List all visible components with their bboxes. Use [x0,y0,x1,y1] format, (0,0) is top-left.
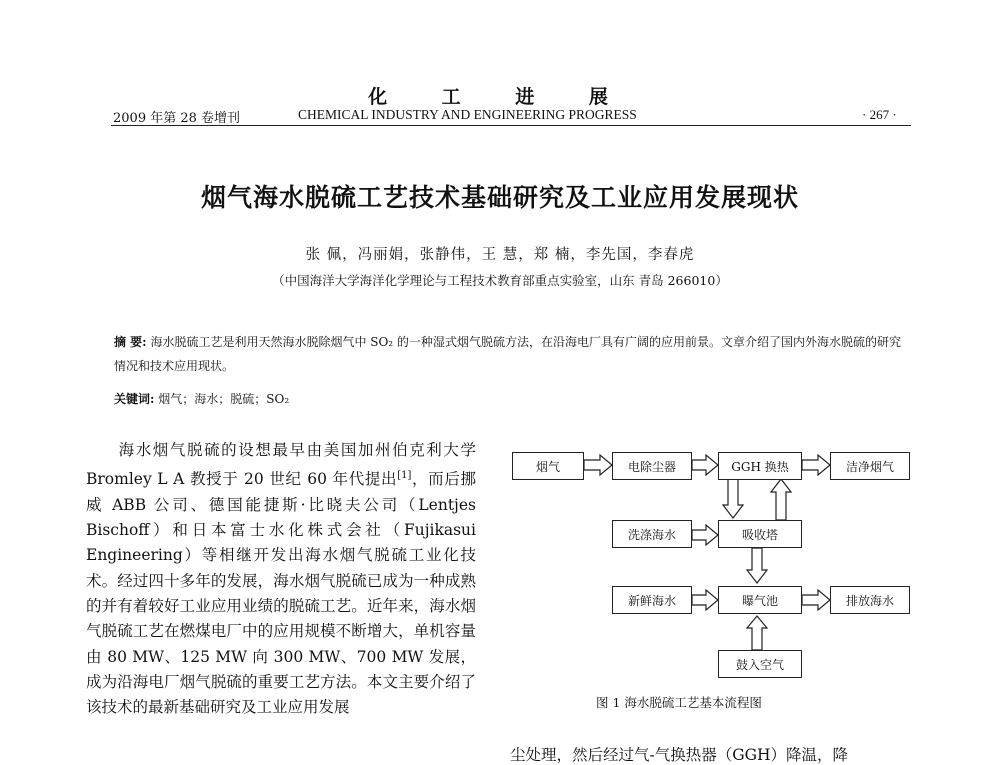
arrow-aeration-to-discharge [802,590,830,610]
arrow-air-to-aeration [747,616,767,650]
arrow-wash-to-absorber [692,525,718,545]
author-list: 张 佩，冯丽娟，张静伟，王 慧，郑 楠，李先国，李春虎 [305,247,695,263]
citation-ref[interactable]: [1] [397,470,412,482]
header-rule [111,125,911,126]
page-number: · 267 · [862,107,897,122]
affiliation: （中国海洋大学海洋化学理论与工程技术教育部重点实验室，山东 青岛 266010） [272,273,728,288]
arrow-ggh-to-absorber [723,477,743,518]
journal-title-en: CHEMICAL INDUSTRY AND ENGINEERING PROGRESS [298,107,637,122]
arrow-absorber-to-aeration [747,548,767,583]
article-title: 烟气海水脱硫工艺技术基础研究及工业应用发展现状 [200,183,799,212]
right-column-text: 尘处理，然后经过气-气换热器（GGH）降温，降 [510,746,849,764]
node-ggh: GGH 换热 [718,452,802,480]
node-wash-water: 洗涤海水 [612,520,692,548]
body-text-2: ，而后挪威 ABB 公司、德国能捷斯·比晓夫公司（Lentjes Bischoff）和日本富士水化株式会社（Fujikasui Engineering）等相继开发出海水烟气脱硫工业化技术。经过四十多年的发展，海水烟气脱硫已成为一种成熟的并有着较好工业应用业绩的脱硫工艺。近年来，海水烟气脱硫工艺在燃煤电厂中的应用规模不断增大，单机容量由 80 MW、125 MW 向 300 MW、700 MW 发展，成为沿海电厂烟气脱硫的重要工艺方法。本文主要介绍了该技术的最新基础研究及工业应用发展 [86,470,476,717]
arrow-ggh-to-clean [802,455,830,475]
abstract [114,330,909,378]
arrow-fresh-to-aeration [692,590,718,610]
node-esp: 电除尘器 [612,452,692,480]
arrow-absorber-to-ggh [771,479,791,520]
abstract-text: 海水脱硫工艺是利用天然海水脱除烟气中 SO₂ 的一种湿式烟气脱硫方法，在沿海电厂具有广阔的应用前景。文章介绍了国内外海水脱硫的研究情况和技术应用现状。 [114,335,901,373]
body-text-1: 海水烟气脱硫的设想最早由美国加州伯克利大学 Bromley L A 教授于 20 世纪 60 年代提出 [86,441,476,489]
node-discharge: 排放海水 [830,586,910,614]
node-air: 鼓入空气 [718,650,802,678]
keywords-label: 关键词: [114,392,155,406]
node-flue-gas: 烟气 [512,452,584,480]
keywords [114,390,289,407]
arrow-gas-to-esp [584,455,612,475]
node-aeration: 曝气池 [718,586,802,614]
figure-caption: 图 1 海水脱硫工艺基本流程图 [596,695,762,710]
body-paragraph [86,438,476,720]
node-fresh-water: 新鲜海水 [612,586,692,614]
journal-title-cn: 化 工 进 展 [368,86,632,108]
keywords-text: 烟气；海水；脱硫；SO₂ [158,392,290,406]
abstract-label: 摘 要: [114,335,147,349]
process-flow-diagram [500,440,940,700]
issue-info: 2009 年第 28 卷增刊 [113,111,241,126]
node-absorber: 吸收塔 [718,520,802,548]
node-clean-gas: 洁净烟气 [830,452,910,480]
arrow-esp-to-ggh [692,455,718,475]
